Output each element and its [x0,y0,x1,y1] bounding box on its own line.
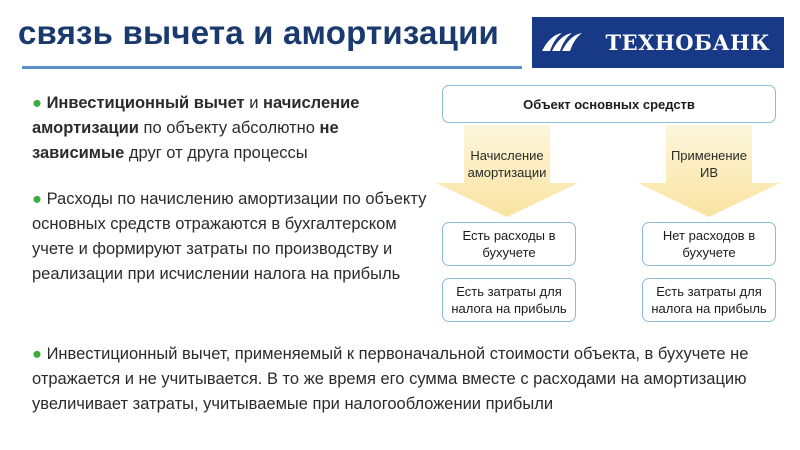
right-tax-line1: Есть затраты для [656,284,762,299]
right-expense-line2: бухучете [682,245,736,260]
fixed-asset-box: Объект основных средств [442,85,776,123]
left-arrow [432,125,582,217]
p1-part5: не зависимые [32,119,339,162]
right-tax-line2: налога на прибыль [651,301,767,316]
right-expense-line1: Нет расходов в [662,228,756,243]
bullet-icon: ● [32,190,42,208]
bank-logo-icon [540,31,584,53]
right-arrow [634,125,784,217]
logo-text: ТЕХНОБАНК [605,30,770,55]
p2-text: Расходы по начислению амортизации по объекту основных средств отражаются в бухгалтерском учете и формируют затраты по производству и реализации при исчислении налога на прибыль [32,190,427,283]
left-arrow-line2: амортизации [467,165,547,180]
right-tax-box [642,278,776,322]
left-expense-line1: Есть расходы в [462,228,556,243]
paragraph-3 [32,342,777,417]
right-expense-box [642,222,776,266]
p1-part2: и [244,94,264,112]
technobank-logo [532,17,784,68]
left-expense-line2: бухучете [482,245,536,260]
page-title: связь вычета и амортизации [18,14,500,51]
p1-part6: друг от друга процессы [124,144,308,162]
p3-text: Инвестиционный вычет, применяемый к первоначальной стоимости объекта, в бухучете не отражается и не учитывается. В то же время его сумма вместе с расходами на амортизацию увеличивает затраты, учитываемые при налогообложении прибыли [32,345,749,413]
p1-part1: Инвестиционный вычет [46,94,245,112]
right-arrow-line1: Применение [670,148,748,163]
bullet-icon: ● [32,345,42,363]
p1-part3: начисление амортизации [32,94,360,137]
paragraph-1 [32,91,412,166]
bullet-icon: ● [32,94,42,112]
right-arrow-line2: ИВ [699,165,718,180]
left-tax-line1: Есть затраты для [456,284,562,299]
left-tax-line2: налога на прибыль [451,301,567,316]
left-expense-box [442,222,576,266]
title-underline [22,66,522,69]
paragraph-2 [32,187,432,287]
left-tax-box [442,278,576,322]
left-arrow-line1: Начисление [470,148,544,163]
p1-part4: по объекту абсолютно [138,119,320,137]
